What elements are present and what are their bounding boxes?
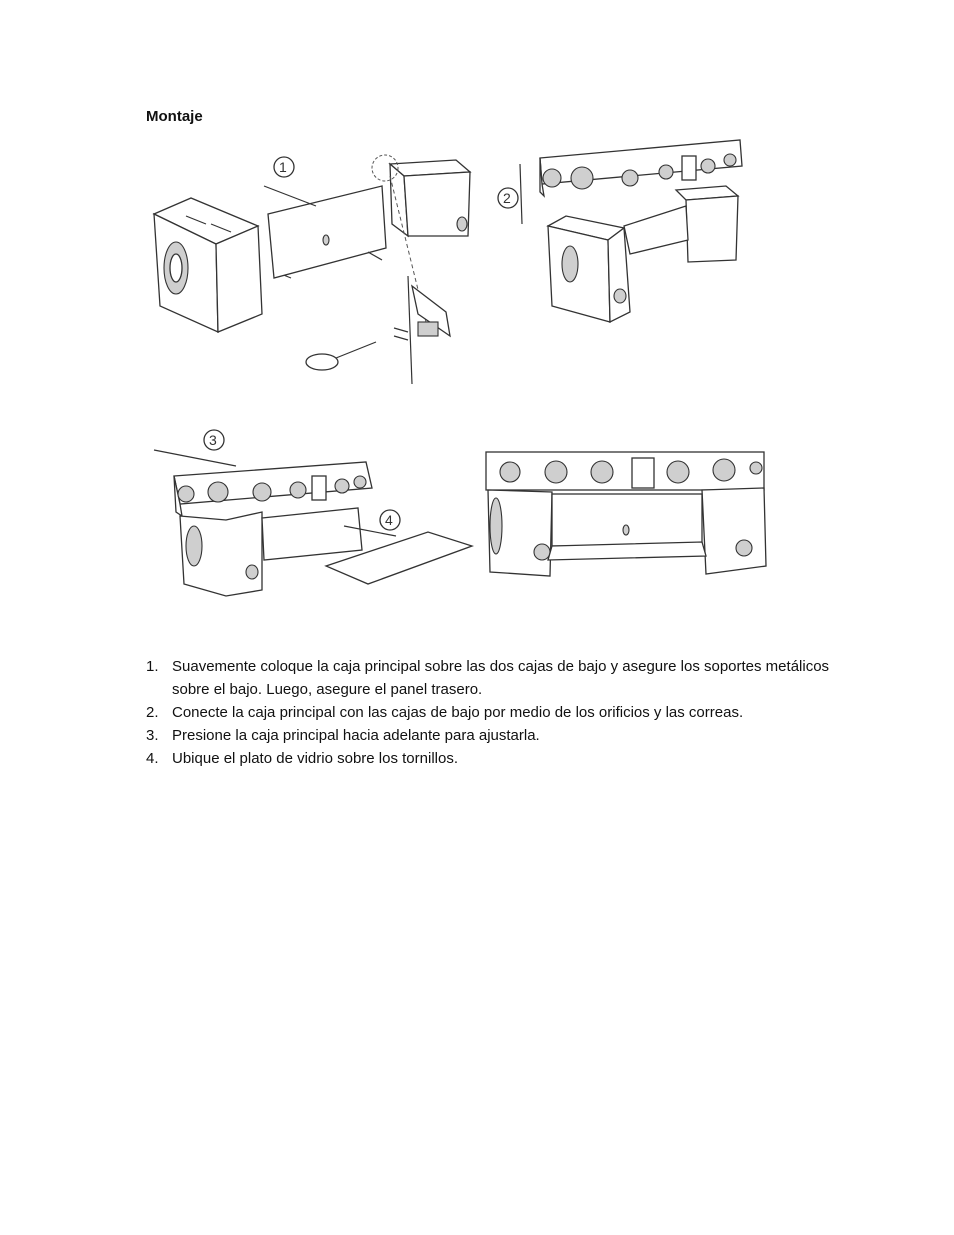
step-marker-2: 2: [503, 190, 511, 206]
page-title: Montaje: [146, 108, 203, 125]
step1-diagram: [154, 155, 470, 384]
step-number: 2.: [146, 704, 159, 721]
step-text: Presione la caja principal hacia adelante para ajustarla.: [172, 727, 540, 744]
step-text: Suavemente coloque la caja principal sobre las dos cajas de bajo y asegure los soportes metálicos sobre el bajo. Luego, asegure el panel trasero.: [172, 658, 830, 698]
step-number: 4.: [146, 750, 159, 767]
assembled-unit-diagram: [486, 452, 766, 576]
step-item-3: [146, 724, 846, 747]
assembly-steps-list: [146, 655, 846, 770]
assembly-illustration: [146, 136, 776, 606]
step2-diagram: [498, 140, 742, 322]
step-text: Conecte la caja principal con las cajas de bajo por medio de los orificios y las correas.: [172, 704, 744, 721]
step-marker-3: 3: [209, 432, 217, 448]
step-item-2: [146, 701, 846, 724]
step3-diagram: [154, 430, 472, 596]
step-number: 1.: [146, 658, 159, 675]
step-marker-4: 4: [385, 512, 393, 528]
step-item-4: [146, 747, 846, 770]
step-number: 3.: [146, 727, 159, 744]
step-marker-1: 1: [279, 159, 287, 175]
step-text: Ubique el plato de vidrio sobre los tornillos.: [172, 750, 458, 767]
step-item-1: [146, 655, 846, 701]
